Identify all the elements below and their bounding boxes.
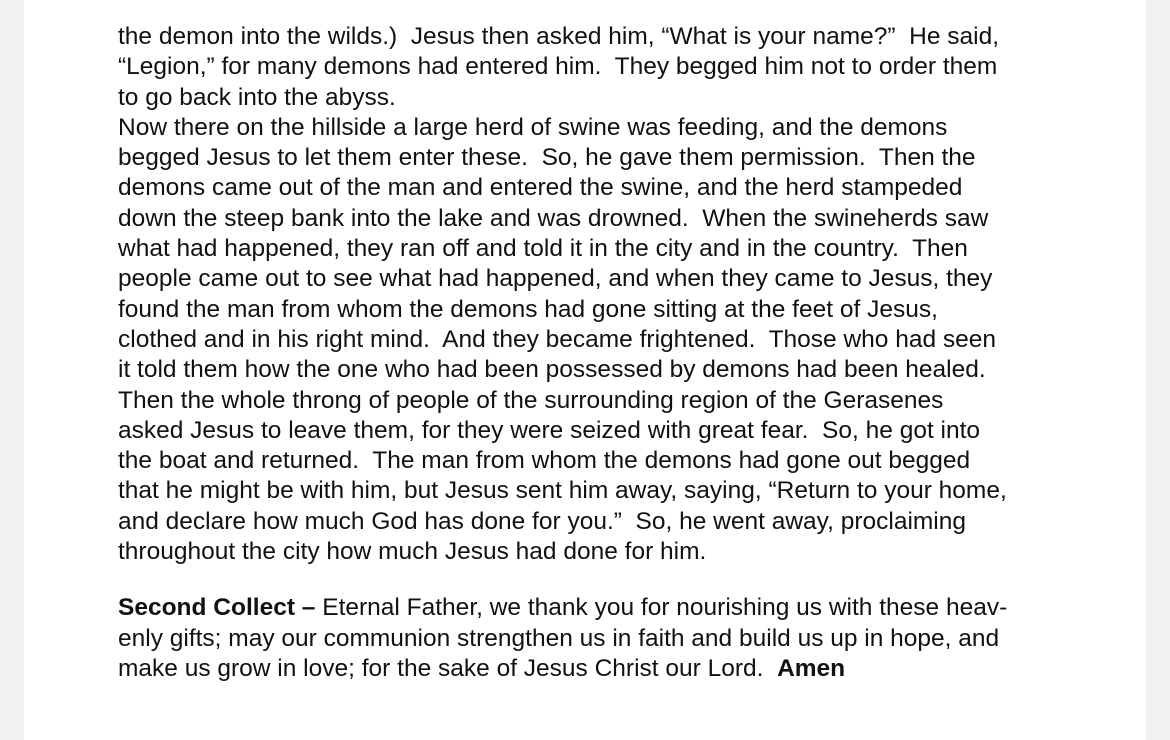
reading-line: to go back into the abyss. [118,83,396,111]
reading-line: the boat and returned. The man from whom the demons had gone out begged [118,447,971,475]
reading-line: begged Jesus to let them enter these. So, he gave them permission. Then the [118,144,976,172]
gospel-reading [118,22,1108,567]
collect-text: Eternal Father, we thank you for nourishing us with these heav- [315,594,1008,622]
document-body [118,22,1108,684]
reading-line: asked Jesus to leave them, for they were seized with great fear. So, he got into [118,416,981,444]
reading-line: it told them how the one who had been possessed by demons had been healed. [118,356,986,384]
collect-line [118,593,1108,623]
reading-line: “Legion,” for many demons had entered him. They begged him not to order them [118,53,998,81]
reading-line: throughout the city how much Jesus had done for him. [118,538,707,566]
document-page [24,0,1146,740]
reading-line: clothed and in his right mind. And they became frightened. Those who had seen [118,325,997,353]
reading-line: and declare how much God has done for you.” So, he went away, proclaiming [118,507,966,535]
reading-line: people came out to see what had happened, and when they came to Jesus, they [118,265,993,293]
collect-line: enly gifts; may our communion strengthen us in faith and build us up in hope, and [118,624,1000,652]
reading-line: the demon into the wilds.) Jesus then asked him, “What is your name?” He said, [118,23,1000,50]
reading-line: down the steep bank into the lake and was drowned. When the swineherds saw [118,204,989,232]
collect-line [118,654,1108,684]
collect-text: make us grow in love; for the sake of Jesus Christ our Lord. [118,654,778,682]
reading-line: Then the whole throng of people of the surrounding region of the Gerasenes [118,386,944,414]
reading-line: demons came out of the man and entered the swine, and the herd stampeded [118,174,963,202]
reading-line: found the man from whom the demons had gone sitting at the feet of Jesus, [118,295,938,323]
reading-line: Now there on the hillside a large herd of swine was feeding, and the demons [118,113,948,141]
second-collect [118,593,1108,684]
collect-heading: Second Collect – [118,594,316,622]
paragraph-gap [118,567,1108,593]
reading-line: what had happened, they ran off and told it in the city and in the country. Then [118,235,968,263]
amen-response: Amen [777,654,846,682]
reading-line: that he might be with him, but Jesus sent him away, saying, “Return to your home, [118,477,1007,505]
